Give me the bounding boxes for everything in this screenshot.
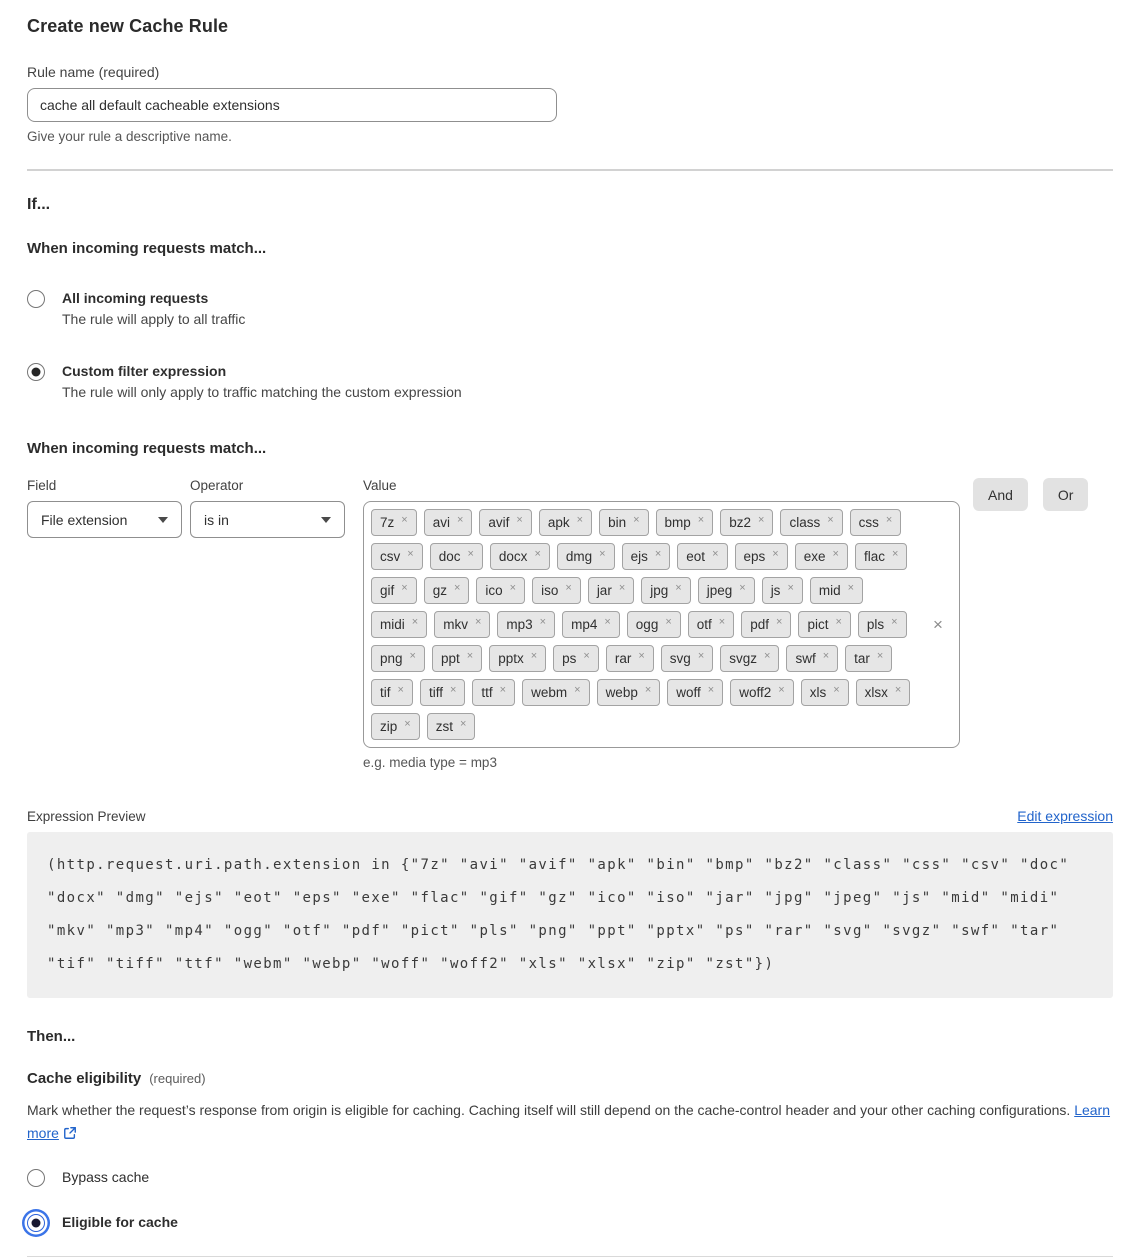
expression-preview-header [27,808,1113,824]
value-tag[interactable] [472,679,515,706]
tag-remove-icon[interactable]: × [411,615,419,628]
tag-remove-icon[interactable]: × [891,615,898,628]
tag-label: tif [380,685,391,700]
tag-remove-icon[interactable]: × [397,683,404,696]
tag-remove-icon[interactable]: × [707,683,715,696]
edit-expression-link[interactable]: Edit expression [1017,808,1113,824]
tag-label: js [770,583,781,598]
tag-label: ejs [630,549,648,564]
chevron-down-icon [158,517,168,523]
tag-remove-icon[interactable]: × [539,615,547,628]
clear-all-icon[interactable]: × [933,614,943,634]
field-select[interactable] [27,501,182,538]
value-tag[interactable] [656,509,714,536]
tag-label: bmp [664,515,691,530]
rule-name-helper: Give your rule a descriptive name. [27,129,232,144]
andor-buttons [973,478,1088,511]
value-tag[interactable] [667,679,723,706]
value-tag[interactable] [430,543,483,570]
tag-remove-icon[interactable]: × [499,683,507,696]
radio-eligible-for-cache[interactable] [27,1214,1113,1232]
tag-remove-icon[interactable]: × [467,547,474,560]
value-tag[interactable] [557,543,615,570]
tag-label: swf [795,651,816,666]
tag-label: ps [562,651,577,666]
value-tag-input[interactable] [363,501,960,748]
if-heading: If... [27,196,51,213]
value-tag[interactable] [420,679,465,706]
radio-custom-filter-expression[interactable] [27,363,1113,400]
tag-label: mkv [443,617,468,632]
tag-label: flac [863,549,885,564]
tag-remove-icon[interactable]: × [409,649,416,662]
value-tag[interactable] [371,679,413,706]
tag-label: svgz [729,651,758,666]
tag-label: avi [432,515,450,530]
tag-remove-icon[interactable]: × [697,513,705,526]
tag-remove-icon[interactable]: × [449,683,457,696]
rule-name-input[interactable] [27,88,557,122]
tag-remove-icon[interactable]: × [787,581,794,594]
value-tag[interactable] [371,645,425,672]
tag-remove-icon[interactable]: × [822,649,830,662]
value-tag[interactable] [741,611,791,638]
tag-remove-icon[interactable]: × [474,615,482,628]
tag-label: eot [686,549,706,564]
value-tag[interactable] [810,577,863,604]
expression-builder-row [27,478,1113,770]
external-link-icon [63,1124,77,1147]
tag-label: rar [614,651,632,666]
value-tag[interactable] [371,713,420,740]
radio-button-icon[interactable] [27,1169,45,1187]
rule-name-label: Rule name (required) [27,64,160,80]
tag-remove-icon[interactable]: × [407,547,414,560]
value-tag[interactable] [622,543,671,570]
tag-label: pict [807,617,829,632]
tag-label: ico [485,583,503,598]
tag-remove-icon[interactable]: × [885,513,893,526]
tag-remove-icon[interactable]: × [718,615,726,628]
tag-remove-icon[interactable]: × [599,547,606,560]
tag-label: webp [605,685,638,700]
tag-remove-icon[interactable]: × [827,513,834,526]
value-tag[interactable] [780,509,842,536]
value-tag[interactable] [661,645,713,672]
tag-remove-icon[interactable]: × [638,649,645,662]
tag-label: otf [696,617,712,632]
value-tag[interactable] [371,543,423,570]
tag-remove-icon[interactable]: × [894,683,902,696]
tag-label: 7z [380,515,395,530]
value-tag[interactable] [427,713,476,740]
value-helper: e.g. media type = mp3 [363,755,497,770]
tag-label: dmg [565,549,593,564]
value-tag[interactable] [532,577,581,604]
value-tag[interactable] [434,611,490,638]
tag-remove-icon[interactable]: × [891,547,899,560]
cache-eligibility-label: Cache eligibility [27,1070,142,1087]
tag-remove-icon[interactable]: × [516,513,523,526]
radio-button-icon[interactable] [27,363,45,381]
operator-select-value: is in [204,511,229,528]
tag-remove-icon[interactable]: × [530,649,538,662]
value-tag[interactable] [720,645,779,672]
value-tag[interactable] [606,645,654,672]
tag-label: docx [498,549,528,564]
or-button[interactable]: Or [1043,478,1089,511]
tag-label: tar [854,651,870,666]
tag-label: jpg [650,583,669,598]
tag-label: ogg [635,617,659,632]
tag-remove-icon[interactable]: × [778,683,785,696]
value-tag[interactable] [627,611,681,638]
value-tag[interactable] [424,509,473,536]
radio-button-icon[interactable] [27,290,45,308]
value-tag[interactable] [801,679,849,706]
section-divider [27,169,1113,171]
tag-remove-icon[interactable]: × [847,581,855,594]
expression-preview-code: (http.request.uri.path.extension in {"7z" "avi" "avif" "apk" "bin" "bmp" "bz2" "class" "css" "csv" "doc" "docx" "dmg" "ejs" "eot" "eps" "exe" "flac" "gif" "gz" "ico" "iso" "jar" "jpg" "jpeg" "js" "mid" "midi" "mkv" "mp3" "mp4" "ogg" "otf" "pdf" "pict" "pls" "png" "ppt" "pptx" "ps" "rar" "svg" "svgz" "swf" "tar" "tif" "tiff" "ttf" "webm" "webp" "woff" "woff2" "xls" "xlsx" "zip" "zst"}) [27,832,1113,998]
value-tag[interactable] [497,611,555,638]
tag-remove-icon[interactable]: × [835,615,842,628]
and-button[interactable]: And [973,478,1028,511]
tag-remove-icon[interactable]: × [534,547,541,560]
incoming-match-heading: When incoming requests match... [27,240,267,257]
radio-texts [62,1169,149,1185]
value-tag[interactable] [597,679,661,706]
tag-remove-icon[interactable]: × [772,547,779,560]
field-column [27,478,182,538]
radio-bypass-cache[interactable] [27,1169,1113,1187]
value-tag[interactable] [479,509,531,536]
value-column [363,478,960,770]
value-tag[interactable] [762,577,803,604]
tag-label: mid [818,583,841,598]
cache-eligibility-heading [27,1070,1113,1087]
tag-remove-icon[interactable]: × [697,649,705,662]
tag-label: css [858,515,879,530]
value-tag[interactable] [698,577,755,604]
required-note: (required) [149,1071,206,1086]
tag-label: class [789,515,821,530]
tag-label: avif [488,515,510,530]
radio-texts [62,1214,178,1230]
radio-label: Eligible for cache [62,1214,178,1230]
tag-remove-icon[interactable]: × [633,513,640,526]
value-tag[interactable] [553,645,599,672]
value-tag[interactable] [730,679,793,706]
value-tag[interactable] [490,543,550,570]
operator-label: Operator [190,478,244,493]
expression-preview-label: Expression Preview [27,809,146,824]
tag-label: bin [608,515,627,530]
tag-remove-icon[interactable]: × [764,649,771,662]
chevron-down-icon [321,517,331,523]
value-tag[interactable] [562,611,620,638]
value-tag[interactable] [798,611,850,638]
radio-description: The rule will only apply to traffic matching the custom expression [62,384,462,400]
value-tag[interactable] [735,543,788,570]
value-tag[interactable] [850,509,902,536]
tag-remove-icon[interactable]: × [675,581,682,594]
tag-label: bz2 [729,515,752,530]
then-heading: Then... [27,1028,76,1045]
tag-label: ttf [481,685,493,700]
value-tag[interactable] [476,577,525,604]
tag-remove-icon[interactable]: × [453,581,461,594]
radio-label: All incoming requests [62,290,209,306]
tag-label: zip [380,719,398,734]
radio-texts [62,363,462,400]
tag-label: woff [676,685,701,700]
tag-remove-icon[interactable]: × [583,649,590,662]
tag-label: eps [743,549,766,564]
tag-remove-icon[interactable]: × [401,513,408,526]
radio-label: Custom filter expression [62,363,227,379]
value-tag[interactable] [371,577,417,604]
radio-texts [62,290,245,327]
description-text: Mark whether the request’s response from origin is eligible for caching. Caching itself will still depend on the cache-control header and your other caching configurations. [27,1102,1071,1118]
tag-remove-icon[interactable]: × [665,615,672,628]
tag-remove-icon[interactable]: × [574,683,581,696]
page-title: Create new Cache Rule [27,16,229,36]
learn-more-link[interactable]: Learn more [27,1102,1111,1141]
tag-label: exe [803,549,826,564]
tag-remove-icon[interactable]: × [509,581,517,594]
tag-remove-icon[interactable]: × [876,649,884,662]
tag-remove-icon[interactable]: × [576,513,584,526]
tag-label: pptx [498,651,524,666]
tag-label: mp3 [506,617,533,632]
value-tag[interactable] [677,543,727,570]
tag-remove-icon[interactable]: × [401,581,408,594]
value-tag[interactable] [599,509,648,536]
tag-label: mp4 [571,617,598,632]
tag-label: webm [531,685,568,700]
value-tag[interactable] [641,577,690,604]
tag-label: gif [380,583,395,598]
tag-label: gz [432,583,447,598]
value-tag[interactable] [856,679,911,706]
tag-remove-icon[interactable]: × [739,581,746,594]
value-tag[interactable] [795,543,848,570]
value-tag-list [371,509,924,740]
radio-all-incoming-requests[interactable] [27,290,1113,327]
tag-label: svg [669,651,691,666]
tag-label: doc [438,549,461,564]
tag-remove-icon[interactable]: × [565,581,572,594]
tag-remove-icon[interactable]: × [758,513,765,526]
tag-remove-icon[interactable]: × [466,649,474,662]
radio-button-icon[interactable] [27,1214,45,1232]
value-tag[interactable] [588,577,634,604]
tag-label: woff2 [739,685,772,700]
tag-label: apk [547,515,570,530]
operator-select[interactable] [190,501,345,538]
tag-label: tiff [428,685,443,700]
tag-remove-icon[interactable]: × [404,717,411,730]
value-tag[interactable] [855,543,907,570]
tag-label: pls [866,617,885,632]
value-tag[interactable] [720,509,773,536]
value-tag[interactable] [424,577,470,604]
radio-description: The rule will apply to all traffic [62,311,246,327]
tag-remove-icon[interactable]: × [459,717,467,730]
tag-remove-icon[interactable]: × [832,547,839,560]
tag-label: xls [809,685,827,700]
value-tag[interactable] [371,611,427,638]
tag-label: jar [596,583,612,598]
tag-label: png [380,651,403,666]
tag-label: midi [380,617,405,632]
value-tag[interactable] [539,509,592,536]
value-tag[interactable] [371,509,417,536]
expression-builder-heading: When incoming requests match... [27,440,267,457]
tag-label: ppt [440,651,460,666]
tag-label: zst [435,719,453,734]
tag-remove-icon[interactable]: × [833,683,840,696]
tag-label: iso [541,583,559,598]
tag-remove-icon[interactable]: × [456,513,464,526]
value-tag[interactable] [845,645,892,672]
tag-label: csv [380,549,401,564]
field-label: Field [27,478,57,493]
tag-label: jpeg [706,583,733,598]
value-tag[interactable] [858,611,907,638]
field-select-value: File extension [41,511,128,528]
operator-column [190,478,345,538]
tag-remove-icon[interactable]: × [712,547,719,560]
value-tag[interactable] [522,679,589,706]
tag-remove-icon[interactable]: × [776,615,783,628]
value-tag[interactable] [786,645,838,672]
tag-remove-icon[interactable]: × [604,615,611,628]
tag-label: pdf [750,617,769,632]
value-tag[interactable] [688,611,734,638]
value-tag[interactable] [432,645,482,672]
value-label: Value [363,478,397,493]
tag-remove-icon[interactable]: × [644,683,652,696]
tag-remove-icon[interactable]: × [654,547,662,560]
tag-remove-icon[interactable]: × [618,581,626,594]
value-tag[interactable] [489,645,546,672]
radio-label: Bypass cache [62,1169,150,1185]
tag-label: xlsx [864,685,888,700]
